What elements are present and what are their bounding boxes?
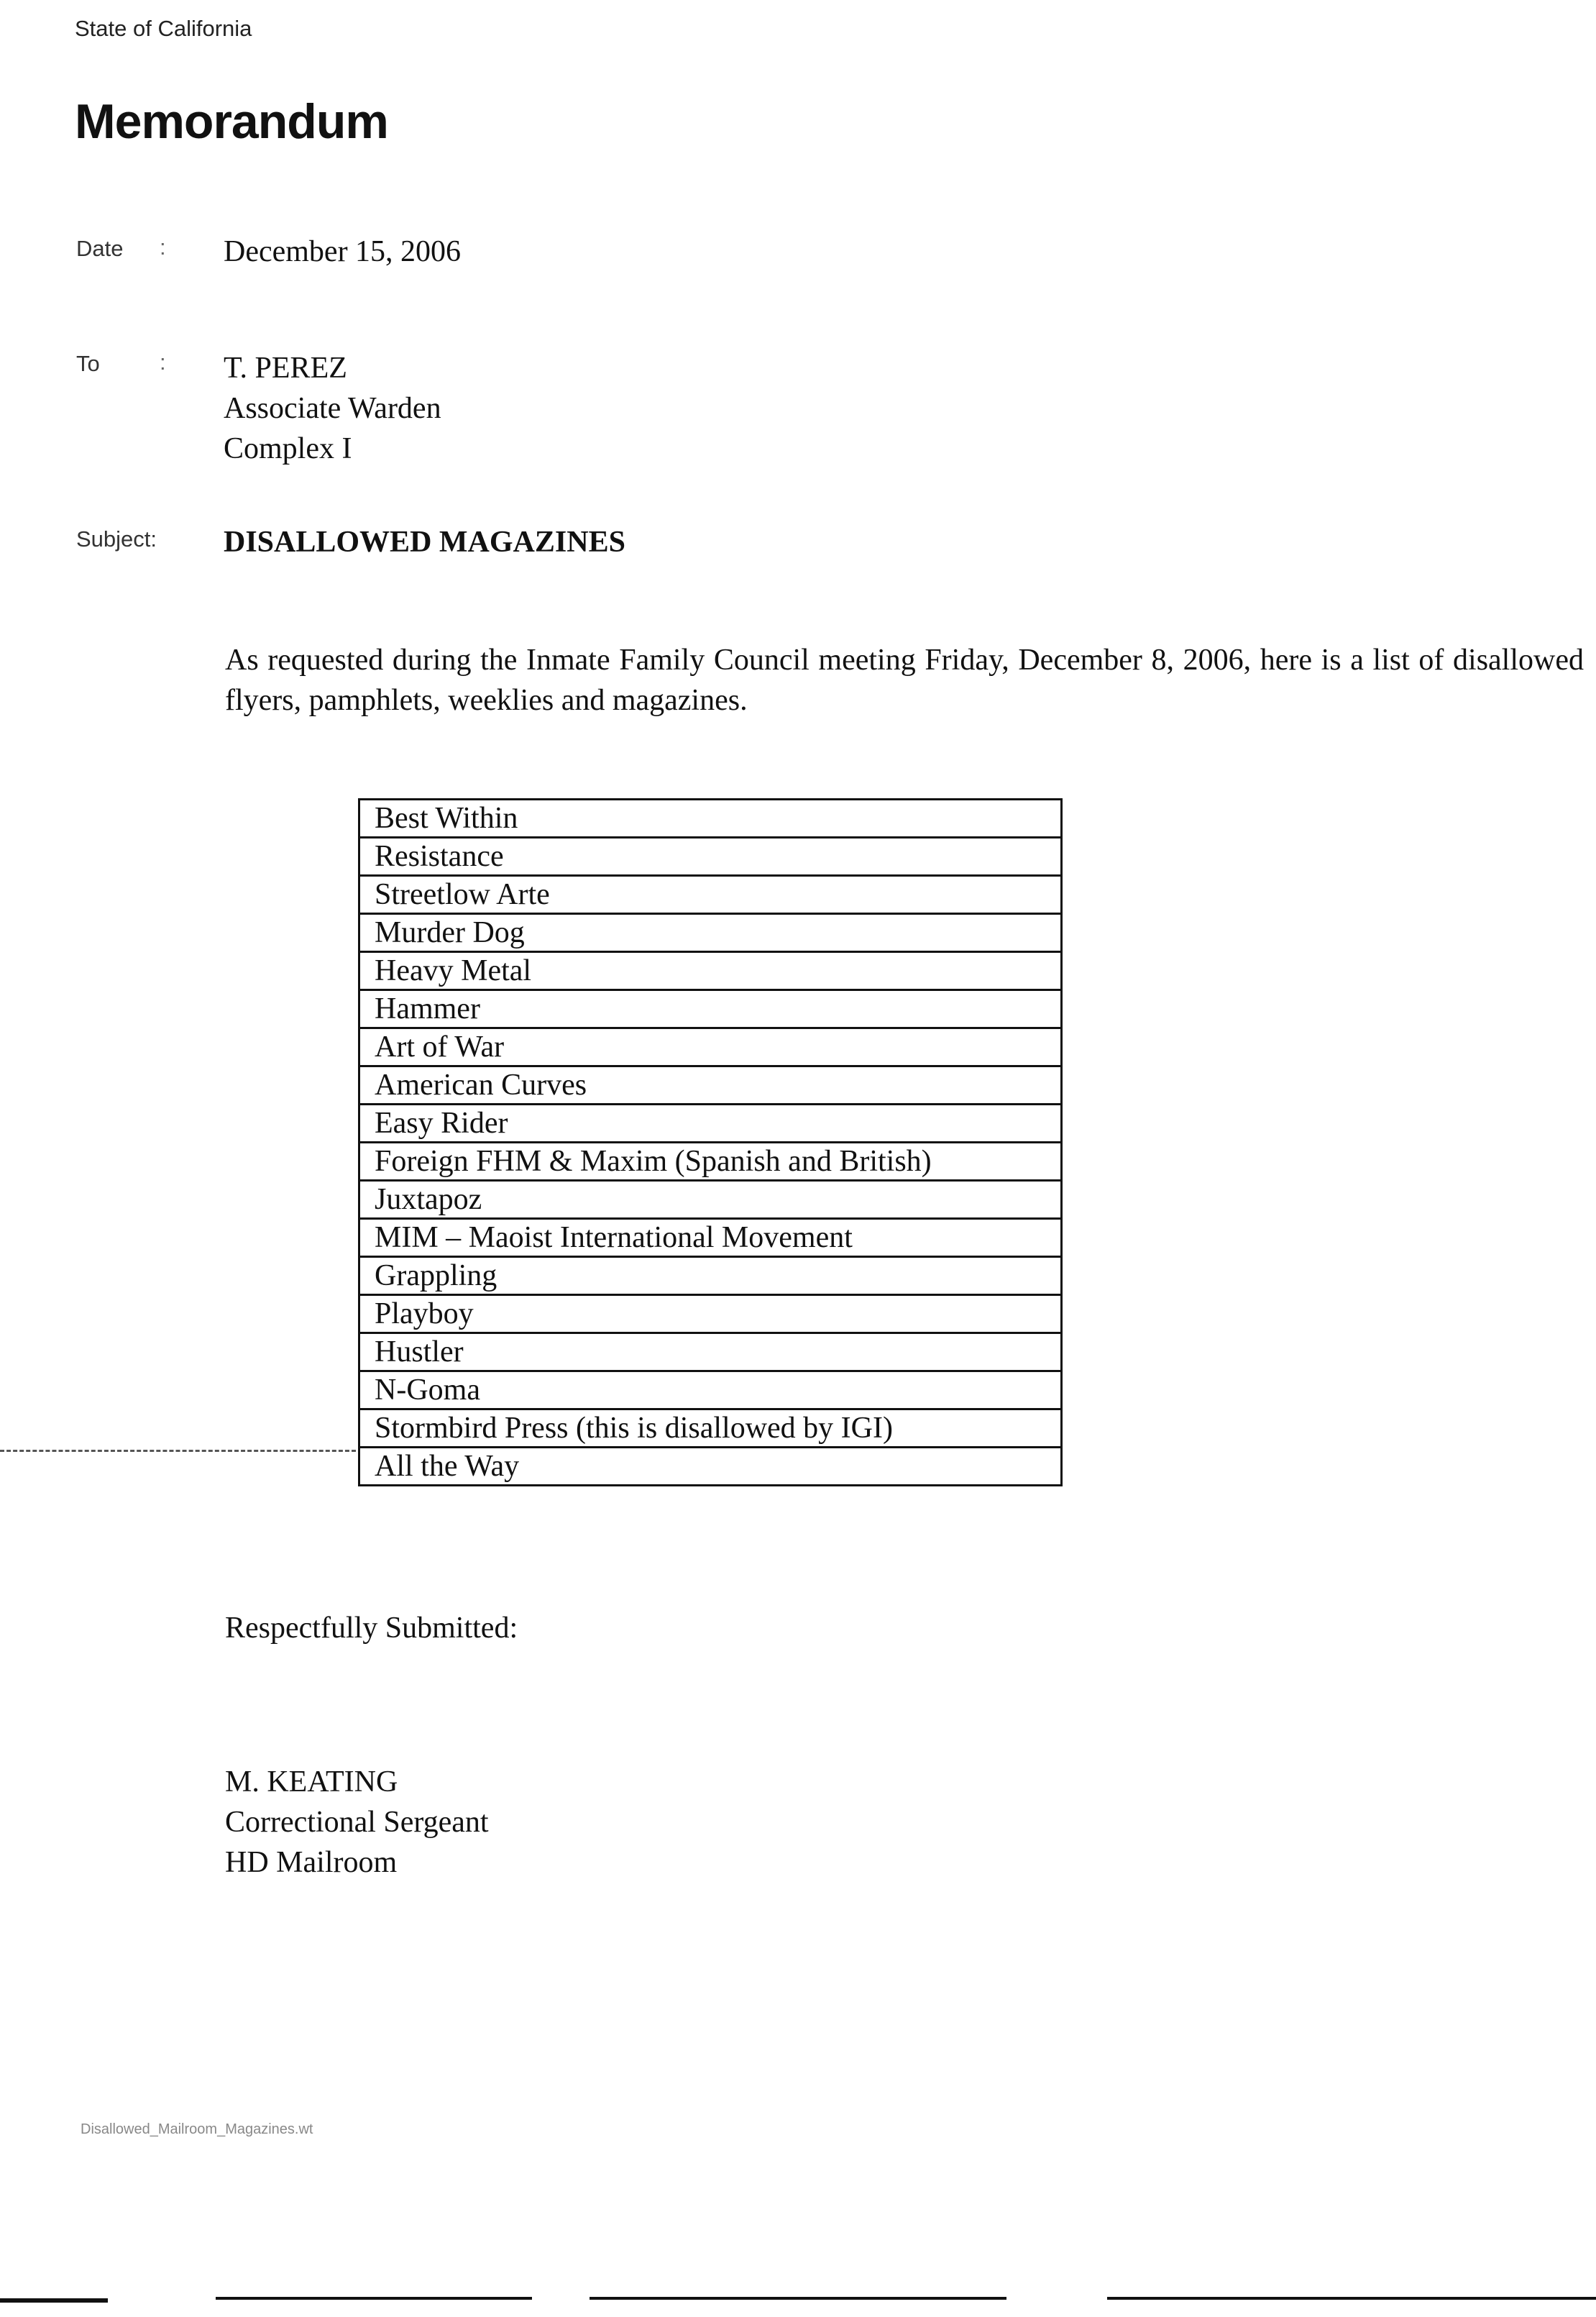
- date-value: December 15, 2006: [224, 235, 462, 268]
- table-cell: Easy Rider: [359, 1105, 1062, 1143]
- recipient-unit: Complex I: [224, 432, 352, 465]
- table-cell: Best Within: [359, 800, 1062, 838]
- table-cell: Juxtapoz: [359, 1181, 1062, 1219]
- table-row: [359, 952, 1062, 990]
- table-row: [359, 1333, 1062, 1371]
- to-label: To: [76, 351, 100, 376]
- table-cell: American Curves: [359, 1066, 1062, 1105]
- scan-edge-mark: [590, 2297, 1006, 2300]
- table-cell: Stormbird Press (this is disallowed by IGI): [359, 1409, 1062, 1448]
- table-cell: Playboy: [359, 1295, 1062, 1333]
- table-cell: Foreign FHM & Maxim (Spanish and British): [359, 1143, 1062, 1181]
- subject-value: DISALLOWED MAGAZINES: [224, 526, 625, 559]
- table-cell: MIM – Maoist International Movement: [359, 1219, 1062, 1257]
- signer-name: M. KEATING: [225, 1765, 398, 1799]
- disallowed-magazines-table: [358, 798, 1063, 1486]
- scan-edge-mark: [216, 2297, 532, 2300]
- table-row: [359, 1409, 1062, 1448]
- state-label: State of California: [75, 16, 252, 41]
- closing-line: Respectfully Submitted:: [225, 1612, 518, 1645]
- table-cell: N-Goma: [359, 1371, 1062, 1409]
- table-row: [359, 1105, 1062, 1143]
- memo-title: Memorandum: [75, 94, 388, 149]
- table-cell: Streetlow Arte: [359, 876, 1062, 914]
- table-cell: Hustler: [359, 1333, 1062, 1371]
- table-row: [359, 800, 1062, 838]
- table-row: [359, 1066, 1062, 1105]
- to-recipient: [224, 348, 441, 469]
- table-row: [359, 1219, 1062, 1257]
- signer-title: Correctional Sergeant: [225, 1806, 489, 1839]
- table-cell: Heavy Metal: [359, 952, 1062, 990]
- table-cell: Grappling: [359, 1257, 1062, 1295]
- table-row: [359, 1181, 1062, 1219]
- subject-label: Subject:: [76, 526, 157, 552]
- recipient-name: T. PEREZ: [224, 352, 347, 385]
- table-cell: Art of War: [359, 1028, 1062, 1066]
- table-row: [359, 838, 1062, 876]
- footer-file-path: Disallowed_Mailroom_Magazines.wt: [81, 2121, 313, 2137]
- table-row: [359, 1295, 1062, 1333]
- table-row: [359, 914, 1062, 952]
- scan-artifact-line: [0, 1450, 356, 1452]
- scan-edge-mark: [0, 2298, 108, 2303]
- table-row: [359, 1371, 1062, 1409]
- to-colon: :: [160, 349, 166, 375]
- table-cell: All the Way: [359, 1448, 1062, 1486]
- date-colon: :: [160, 234, 166, 260]
- table-row: [359, 1028, 1062, 1066]
- scan-edge-mark: [1107, 2297, 1596, 2300]
- signer-unit: HD Mailroom: [225, 1846, 398, 1879]
- intro-paragraph: As requested during the Inmate Family Council meeting Friday, December 8, 2006, here is a list of disallowed flyers, pamphlets, weeklies and magazines.: [225, 644, 1584, 717]
- table-cell: Murder Dog: [359, 914, 1062, 952]
- table-row: [359, 1257, 1062, 1295]
- table-cell: Hammer: [359, 990, 1062, 1028]
- recipient-title: Associate Warden: [224, 392, 441, 425]
- table-row: [359, 1448, 1062, 1486]
- table-row: [359, 1143, 1062, 1181]
- date-label: Date: [76, 236, 124, 261]
- signature-block: [225, 1762, 489, 1883]
- table-row: [359, 876, 1062, 914]
- table-cell: Resistance: [359, 838, 1062, 876]
- table-row: [359, 990, 1062, 1028]
